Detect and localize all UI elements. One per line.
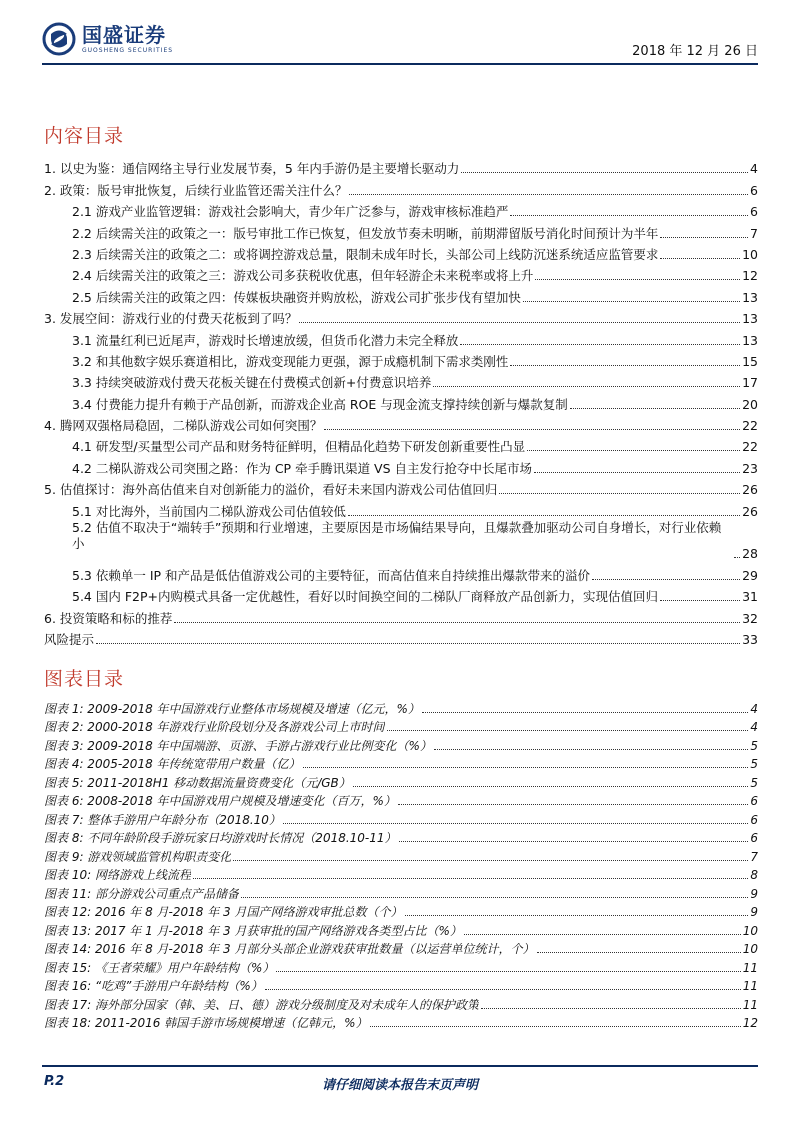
dot-leader: [510, 365, 740, 366]
toc-entry[interactable]: [44, 413, 758, 434]
dot-leader: [399, 841, 749, 842]
toc-entry-page: 10: [742, 246, 758, 262]
dot-leader: [527, 450, 740, 451]
toc-entry[interactable]: [44, 477, 758, 498]
figure-entry-page: 4: [750, 720, 758, 734]
report-date: 2018 年 12 月 26 日: [632, 44, 758, 59]
figure-entry[interactable]: [44, 698, 758, 717]
toc-entry-title: 2.5 后续需关注的政策之四：传媒板块融资并购放松，游戏公司扩张步伐有望加快: [72, 289, 521, 305]
dot-leader: [660, 237, 748, 238]
figure-entry[interactable]: [44, 754, 758, 773]
dot-leader: [370, 1026, 741, 1027]
figure-entry[interactable]: [44, 828, 758, 847]
toc-entry[interactable]: [44, 455, 758, 476]
toc-entry[interactable]: [44, 284, 758, 305]
figure-entry-title: 图表 15: 《王者荣耀》用户年龄结构（%）: [44, 960, 275, 975]
figure-entry-page: 6: [750, 831, 758, 845]
toc-entry-title: 5.3 依赖单一 IP 和产品是低估值游戏公司的主要特征，而高估值来自持续推出爆款带来的溢价: [72, 567, 591, 583]
figure-entry-title: 图表 6: 2008-2018 年中国游戏用户规模及增速变化（百万，%）: [44, 794, 396, 808]
company-logo: [42, 22, 173, 56]
dot-leader: [660, 258, 740, 259]
toc-entry[interactable]: [44, 242, 758, 263]
toc-entry-page: 20: [742, 396, 758, 412]
toc-entry-page: 13: [742, 289, 758, 305]
dot-leader: [174, 622, 740, 623]
dot-leader: [537, 952, 741, 953]
toc-entry-title: 风险提示: [44, 632, 95, 647]
figure-entry-title: 图表 13: 2017 年 1 月-2018 年 3 月获审批的国产网络游戏各类型占比（%）: [44, 923, 462, 938]
figure-entry[interactable]: [44, 939, 758, 958]
figure-entry-title: 图表 11: 部分游戏公司重点产品储备: [44, 886, 239, 901]
figure-entry-page: 11: [742, 997, 758, 1012]
toc-entry[interactable]: [44, 520, 758, 563]
toc-entry[interactable]: [44, 434, 758, 455]
dot-leader: [193, 878, 748, 879]
figure-entry[interactable]: [44, 902, 758, 921]
toc-entry-title: 4.2 二梯队游戏公司突围之路：作为 CP 牵手腾讯渠道 VS 自主发行抢夺中长尾市场: [72, 460, 532, 476]
dot-leader: [283, 823, 748, 824]
guosheng-logo-icon: [42, 22, 76, 56]
figure-entry-title: 图表 17: 海外部分国家（韩、美、日、德）游戏分级制度及对未成年人的保护政策: [44, 997, 479, 1012]
figure-entry-page: 10: [742, 923, 758, 938]
toc-entry[interactable]: [44, 584, 758, 605]
figure-entry-page: 9: [750, 905, 758, 919]
toc-entry-page: 7: [750, 225, 758, 241]
toc-entry[interactable]: [44, 391, 758, 412]
toc-entry-page: 12: [742, 268, 758, 284]
dot-leader: [534, 472, 740, 473]
dot-leader: [570, 408, 740, 409]
figure-entry[interactable]: [44, 809, 758, 828]
dot-leader: [461, 172, 748, 173]
figure-entry[interactable]: [44, 791, 758, 810]
dot-leader: [734, 557, 740, 558]
figure-entry-title: 图表 8: 不同年龄阶段手游玩家日均游戏时长情况（2018.10-11）: [44, 831, 397, 845]
figure-entry-title: 图表 3: 2009-2018 年中国端游、页游、手游占游戏行业比例变化（%）: [44, 738, 432, 753]
figure-entry-title: 图表 14: 2016 年 8 月-2018 年 3 月部分头部企业游戏获审批数量（以运营单位统计，个）: [44, 942, 535, 956]
toc-entry-title: 5.2 估值不取决于“端转手”预期和行业增速，主要原因是市场偏结果导向，且爆款叠加驱动公司自身增长，对行业依赖小: [72, 519, 722, 551]
dot-leader: [241, 897, 748, 898]
figure-entry[interactable]: [44, 883, 758, 902]
toc-entry-page: 28: [742, 546, 758, 562]
toc-entry-title: 3.2 和其他数字娱乐赛道相比，游戏变现能力更强，源于成瘾机制下需求类刚性: [72, 353, 509, 369]
toc-entry-title: 1. 以史为鉴：通信网络主导行业发展节奏，5 年内手游仍是主要增长驱动力: [44, 161, 460, 177]
figure-entry-title: 图表 16: “吃鸡”手游用户年龄结构（%）: [44, 979, 263, 993]
toc-entry-page: 26: [742, 503, 758, 519]
toc-entry[interactable]: [44, 349, 758, 370]
logo-english-name: GUOSHENG SECURITIES: [82, 46, 174, 54]
toc-entry-title: 5.4 国内 F2P+内购模式具备一定优越性，看好以时间换空间的二梯队厂商释放产品创新力，实现估值回归: [72, 589, 658, 605]
toc-entry[interactable]: [44, 498, 758, 519]
page-number: P.2: [44, 1074, 65, 1089]
toc-entry[interactable]: [44, 306, 758, 327]
figure-entry-page: 5: [750, 757, 758, 771]
page-header: [42, 18, 758, 60]
toc-entry[interactable]: [44, 627, 758, 648]
dot-leader: [348, 515, 740, 516]
toc-entry-page: 15: [742, 353, 758, 369]
toc-entry[interactable]: [44, 370, 758, 391]
dot-leader: [460, 344, 740, 345]
figure-entry-page: 11: [742, 960, 758, 975]
figure-entry-page: 5: [750, 775, 758, 790]
dot-leader: [422, 712, 748, 713]
figure-entry-page: 9: [750, 886, 758, 901]
figure-entry[interactable]: [44, 846, 758, 865]
toc-entry-title: 4.1 研发型/买量型公司产品和财务特征鲜明，但精品化趋势下研发创新重要性凸显: [72, 439, 526, 455]
toc-entry-title: 2.4 后续需关注的政策之三：游戏公司多获税收优惠，但年轻游企未来税率或将上升: [72, 268, 534, 284]
dot-leader: [660, 600, 740, 601]
dot-leader: [434, 749, 748, 750]
dot-leader: [405, 915, 749, 916]
dot-leader: [349, 194, 748, 195]
figure-entry[interactable]: [44, 920, 758, 939]
toc-entry-page: 13: [742, 332, 758, 348]
toc-entry[interactable]: [44, 177, 758, 198]
dot-leader: [303, 767, 749, 768]
toc-entry-page: 26: [742, 482, 758, 498]
figure-entry-page: 11: [742, 979, 758, 993]
toc-entry-title: 3. 发展空间：游戏行业的付费天花板到了吗？: [44, 311, 298, 327]
toc-entry-page: 32: [742, 610, 758, 626]
dot-leader: [387, 730, 749, 731]
figure-entry-title: 图表 12: 2016 年 8 月-2018 年 3 月国产网络游戏审批总数（个）: [44, 905, 403, 919]
figure-entry-page: 6: [750, 794, 758, 808]
figure-entry-title: 图表 7: 整体手游用户年龄分布（2018.10）: [44, 812, 281, 827]
dot-leader: [233, 860, 748, 861]
toc-entry[interactable]: [44, 220, 758, 241]
dot-leader: [433, 386, 740, 387]
disclaimer-note: 请仔细阅读本报告末页声明: [321, 1078, 478, 1093]
toc-entry-page: 6: [750, 204, 758, 220]
dot-leader: [592, 579, 740, 580]
toc-entry-page: 4: [750, 161, 758, 177]
dot-leader: [353, 786, 749, 787]
figure-entry-page: 7: [750, 849, 758, 864]
dot-leader: [481, 1008, 741, 1009]
figure-list: [44, 698, 758, 1031]
toc-entry-page: 6: [750, 182, 758, 198]
figure-entry-page: 10: [742, 942, 758, 956]
toc-entry-title: 5.1 对比海外，当前国内二梯队游戏公司估值较低: [72, 503, 346, 519]
toc-entry-page: 17: [742, 375, 758, 391]
figure-entry[interactable]: [44, 957, 758, 976]
toc-entry[interactable]: [44, 562, 758, 583]
toc-entry-page: 22: [742, 418, 758, 434]
toc-entry-page: 22: [742, 439, 758, 455]
toc-entry-page: 23: [742, 460, 758, 476]
toc-entry[interactable]: [44, 199, 758, 220]
figure-entry[interactable]: [44, 976, 758, 995]
toc-entry[interactable]: [44, 327, 758, 348]
figure-entry-page: 6: [750, 812, 758, 827]
dot-leader: [324, 429, 740, 430]
toc-entry-title: 3.1 流量红利已近尾声，游戏时长增速放缓，但货币化潜力未完全释放: [72, 332, 459, 348]
figure-entry-page: 12: [742, 1016, 758, 1030]
figure-entry[interactable]: [44, 994, 758, 1013]
figure-entry-page: 5: [750, 738, 758, 753]
figure-entry-title: 图表 9: 游戏领域监管机构职责变化: [44, 849, 232, 864]
toc-title: 内容目录: [44, 125, 125, 147]
dot-leader: [510, 215, 748, 216]
toc-entry-page: 31: [742, 589, 758, 605]
figure-entry-title: 图表 1: 2009-2018 年中国游戏行业整体市场规模及增速（亿元，%）: [44, 701, 420, 716]
dot-leader: [464, 934, 741, 935]
figure-list-title: 图表目录: [44, 668, 125, 690]
dot-leader: [96, 643, 740, 644]
footer-rule: [42, 1065, 758, 1067]
toc-entry-title: 2.3 后续需关注的政策之二：或将调控游戏总量，限制未成年时长，头部公司上线防沉迷系统适应监管要求: [72, 246, 659, 262]
figure-entry[interactable]: [44, 865, 758, 884]
toc-entry-title: 2.2 后续需关注的政策之一：版号审批工作已恢复，但发放节奏未明晰，前期滞留版号消化时间预计为半年: [72, 225, 659, 241]
dot-leader: [398, 804, 748, 805]
toc-entry-page: 29: [742, 567, 758, 583]
toc-entry[interactable]: [44, 605, 758, 626]
toc-entry-title: 2. 政策：版号审批恢复，后续行业监管还需关注什么？: [44, 182, 348, 198]
dot-leader: [299, 322, 740, 323]
figure-entry[interactable]: [44, 1013, 758, 1032]
figure-entry-page: 8: [750, 868, 758, 882]
logo-chinese-name: 国盛证券: [82, 22, 166, 47]
figure-entry[interactable]: [44, 717, 758, 736]
toc-entry-title: 5. 估值探讨：海外高估值来自对创新能力的溢价，看好未来国内游戏公司估值回归: [44, 482, 498, 498]
toc-entry-title: 2.1 游戏产业监管逻辑：游戏社会影响大，青少年广泛参与，游戏审核标准趋严: [72, 204, 509, 220]
toc-entry-title: 3.3 持续突破游戏付费天花板关键在付费模式创新+付费意识培养: [72, 375, 432, 391]
toc-entry-page: 33: [742, 632, 758, 647]
dot-leader: [499, 493, 740, 494]
figure-entry-title: 图表 5: 2011-2018H1 移动数据流量资费变化（元/GB）: [44, 775, 351, 790]
figure-entry-title: 图表 2: 2000-2018 年游戏行业阶段划分及各游戏公司上市时间: [44, 720, 385, 734]
table-of-contents: [44, 156, 758, 648]
dot-leader: [276, 971, 740, 972]
figure-entry-title: 图表 4: 2005-2018 年传统宽带用户数量（亿）: [44, 757, 301, 771]
figure-entry[interactable]: [44, 772, 758, 791]
header-rule: [42, 63, 758, 65]
figure-entry[interactable]: [44, 735, 758, 754]
dot-leader: [523, 301, 740, 302]
dot-leader: [265, 989, 741, 990]
dot-leader: [535, 279, 740, 280]
toc-entry[interactable]: [44, 156, 758, 177]
toc-entry-title: 3.4 付费能力提升有赖于产品创新，而游戏企业高 ROE 与现金流支撑持续创新与爆款复制: [72, 396, 568, 412]
toc-entry-title: 6. 投资策略和标的推荐: [44, 610, 173, 626]
toc-entry-title: 4. 腾网双强格局稳固，二梯队游戏公司如何突围？: [44, 418, 323, 434]
figure-entry-title: 图表 18: 2011-2016 韩国手游市场规模增速（亿韩元，%）: [44, 1016, 368, 1030]
toc-entry-page: 13: [742, 311, 758, 327]
figure-entry-title: 图表 10: 网络游戏上线流程: [44, 868, 191, 882]
toc-entry[interactable]: [44, 263, 758, 284]
figure-entry-page: 4: [750, 701, 758, 716]
